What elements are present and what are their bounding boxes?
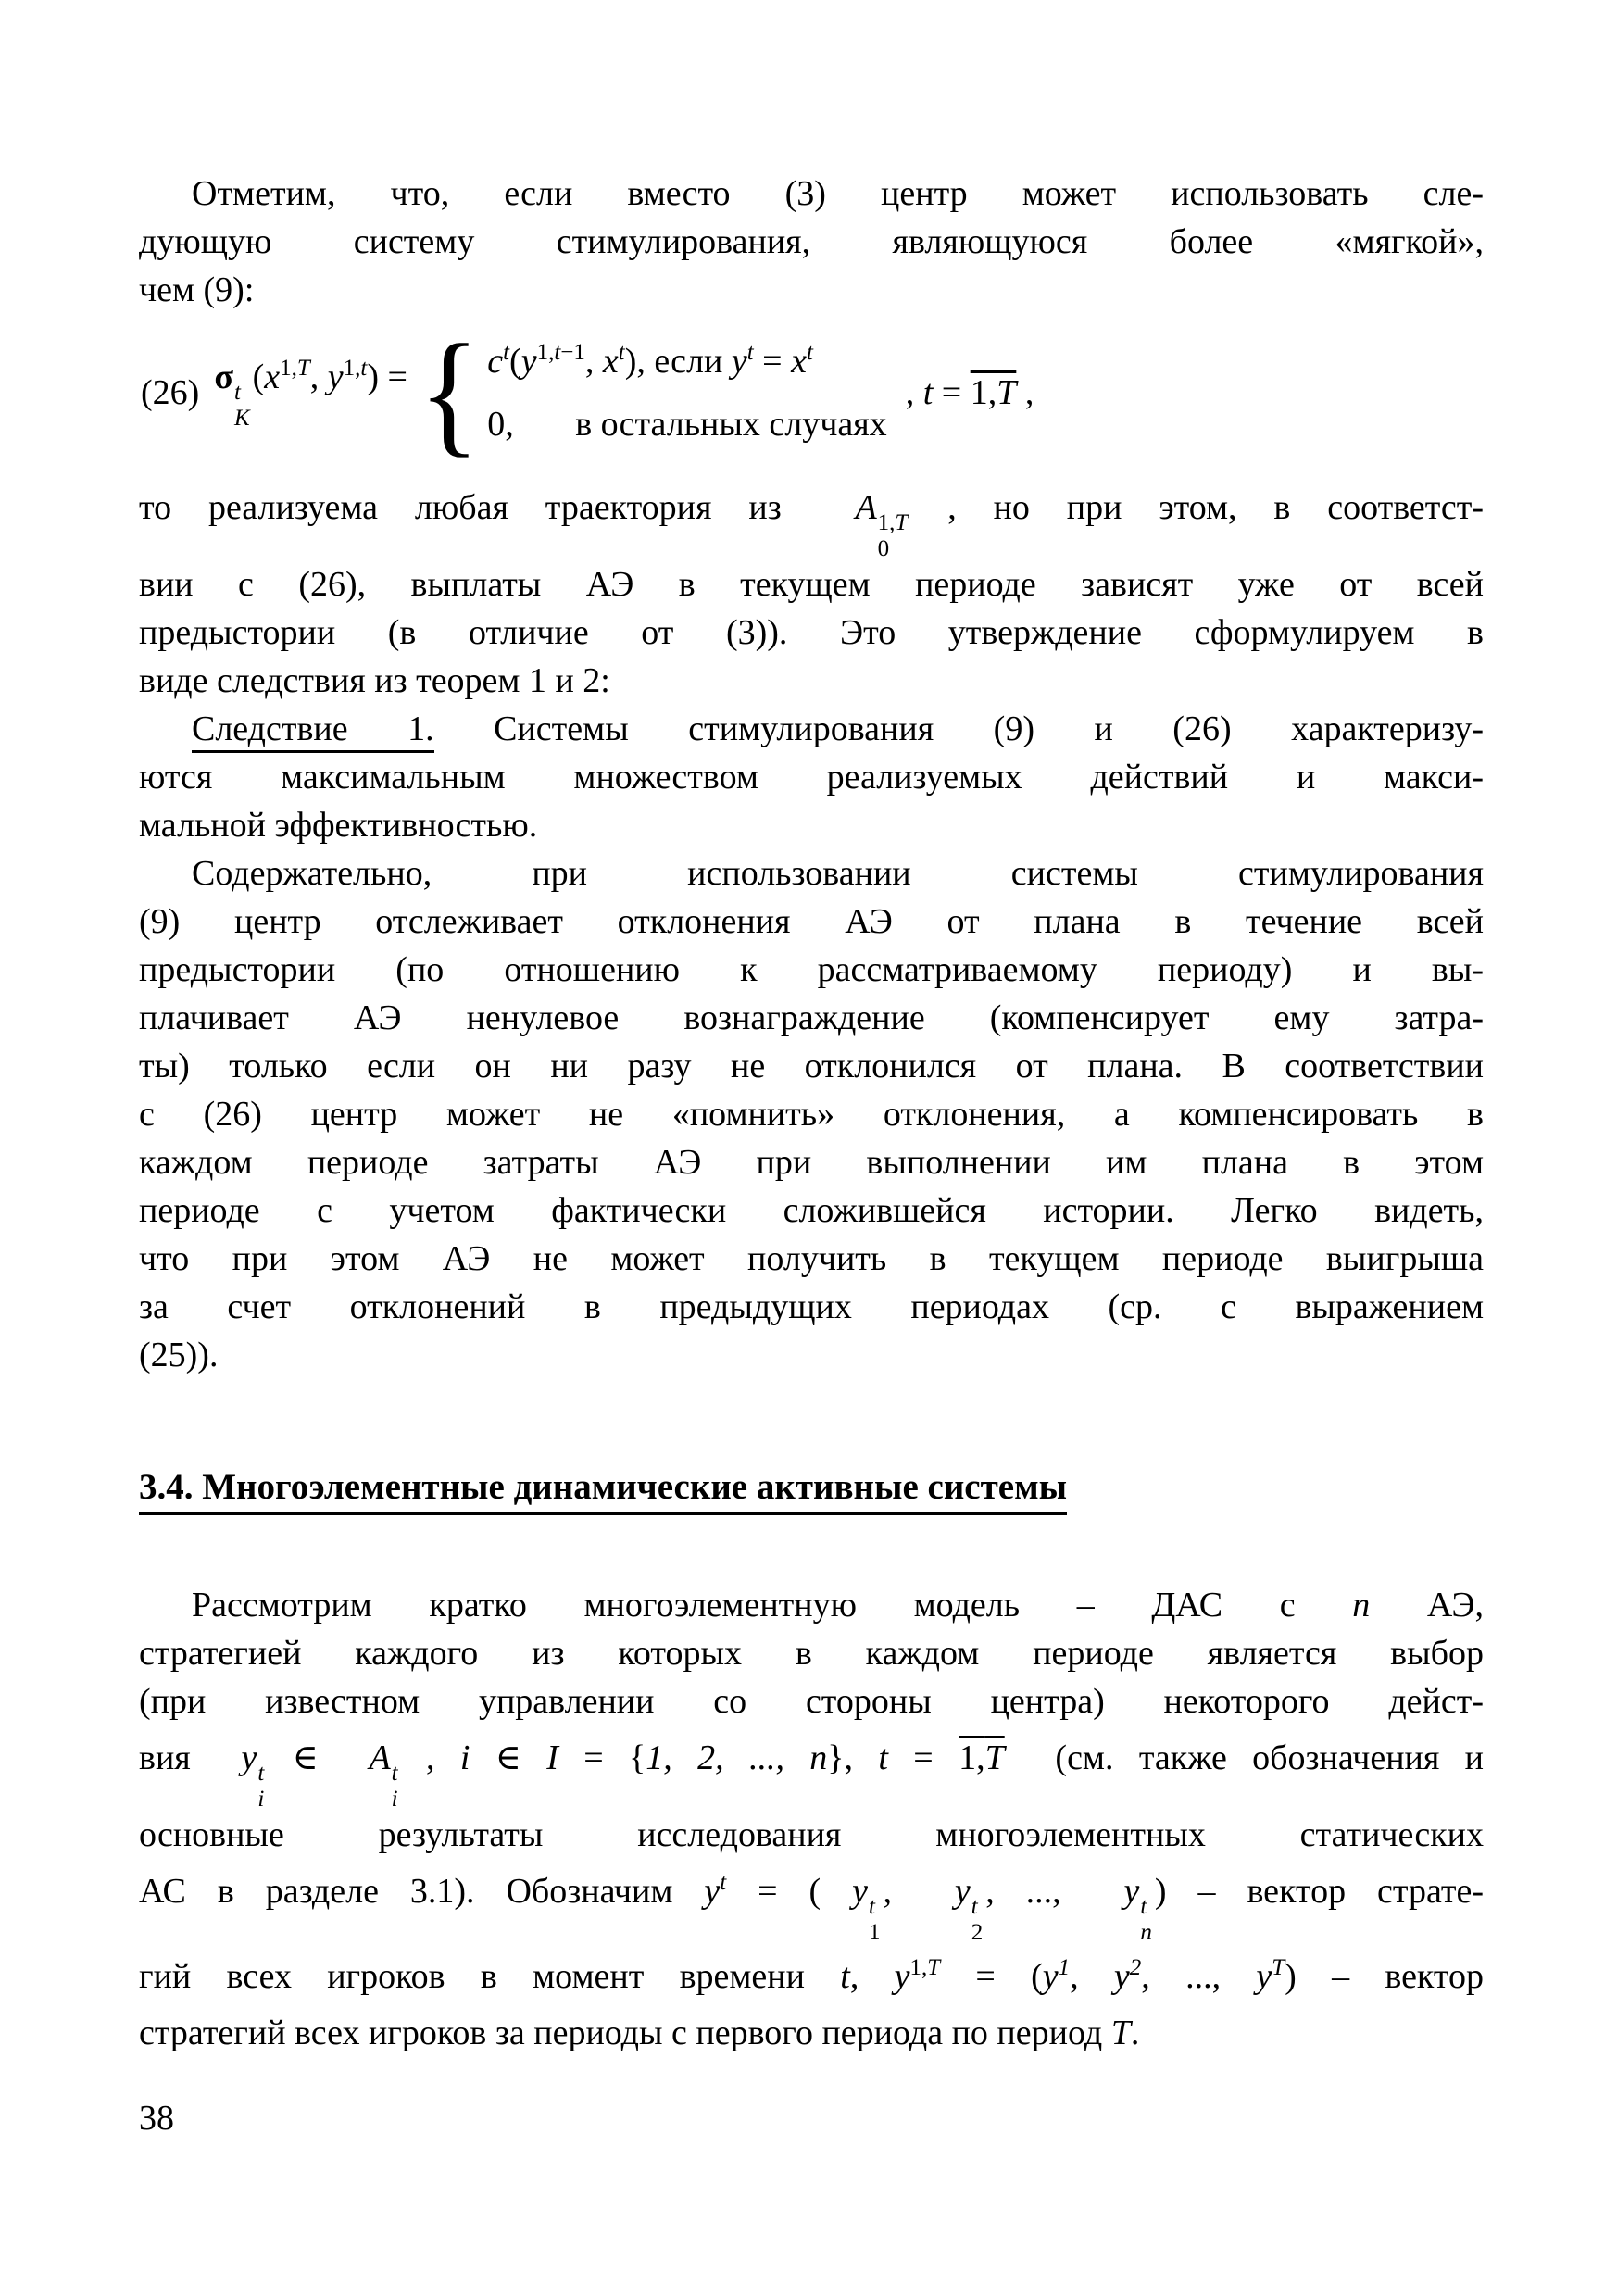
- text-line: чем (9):: [139, 270, 255, 309]
- text-line: (25)).: [139, 1336, 219, 1374]
- left-curly-brace-icon: {: [418, 315, 481, 470]
- paragraph-trajectory: [139, 475, 1484, 705]
- text-line: предыстории (в отличие от (3)). Это утверждение сформулируем в: [139, 613, 1484, 652]
- text-line: мальной эффективностью.: [139, 806, 538, 845]
- section-heading-wrap: [139, 1464, 1484, 1511]
- equation-26: [141, 315, 1484, 470]
- text-line: Содержательно, при использовании системы стимулирования: [192, 854, 1484, 893]
- section-heading: 3.4. Многоэлементные динамические активные системы: [139, 1467, 1067, 1515]
- text-line: за счет отклонений в предыдущих периодах (ср. с выражением: [139, 1287, 1484, 1326]
- equation-case-1: $c^t(y^{1,t-1}$, $x^t$), если $y^t = x^t$: [487, 340, 813, 381]
- text-line: предыстории (по отношению к рассматриваемому периоду) и вы-: [139, 950, 1484, 989]
- text-line: стратегий всех игроков за периоды с первого периода по период T.: [139, 2014, 1140, 2052]
- equation-case-2: 0, в остальных случаях: [487, 405, 887, 444]
- text-line: с (26) центр может не «помнить» отклонения, а компенсировать в: [139, 1095, 1484, 1134]
- page-number: 38: [139, 2099, 174, 2138]
- text-line: дующую систему стимулирования, являющуюся более «мягкой»,: [139, 222, 1484, 261]
- text-line: виде следствия из теорем 1 и 2:: [139, 661, 610, 700]
- equation-cases: [487, 336, 886, 449]
- text-line: плачивает АЭ ненулевое вознаграждение (компенсирует ему затра-: [139, 998, 1484, 1037]
- text-line: ты) только если он ни разу не отклонился от плана. В соответствии: [139, 1047, 1484, 1085]
- equation-number: (26): [141, 373, 200, 412]
- paragraph-corollary-1: [139, 705, 1484, 849]
- text-line: (9) центр отслеживает отклонения АЭ от плана в течение всей: [139, 902, 1484, 941]
- text-line: вии с (26), выплаты АЭ в текущем периоде зависят уже от всей: [139, 565, 1484, 604]
- text-line: периоде с учетом фактически сложившейся истории. Легко видеть,: [139, 1191, 1484, 1230]
- equation-condition: , t = 1,T ,: [905, 373, 1034, 412]
- page-content: [139, 169, 1484, 2142]
- text-line: (при известном управлении со стороны центра) некоторого дейст-: [139, 1682, 1484, 1721]
- text-line: ются максимальным множеством реализуемых действий и макси-: [139, 758, 1484, 797]
- text-line: вия y t i ∈ A t i , i ∈ I = {1, 2, ..., n}, t = 1,T (см. также обозначения и: [139, 1738, 1485, 1812]
- text-line: Следствие 1. Системы стимулирования (9) и (26) характеризу-: [139, 705, 1484, 753]
- paragraph-intro: [139, 169, 1484, 314]
- text-line: АС в разделе 3.1). Обозначим $y^t$ = ( y t 1 , y t 2 , ..., y t n ) – вектор страте-: [139, 1870, 1484, 1945]
- text-line: то реализуема любая траектория из A 1,T 0 , но при этом, в соответст-: [139, 488, 1484, 561]
- text-line: каждом периоде затраты АЭ при выполнении им плана в этом: [139, 1143, 1484, 1182]
- equation-lhs: σ t К ($x^{1,T}$, $y^{1,t}$) =: [214, 355, 407, 431]
- text-line: стратегией каждого из которых в каждом периоде является выбор: [139, 1634, 1484, 1673]
- paragraph-multielement-model: [139, 1581, 1484, 2057]
- text-line: Отметим, что, если вместо (3) центр может использовать сле-: [192, 174, 1484, 213]
- text-line: основные результаты исследования многоэлементных статических: [139, 1815, 1484, 1854]
- text-line: что при этом АЭ не может получить в текущем периоде выигрыша: [139, 1239, 1484, 1278]
- text-line: Рассмотрим кратко многоэлементную модель – ДАС с n АЭ,: [192, 1586, 1484, 1625]
- paragraph-discussion: [139, 849, 1484, 1379]
- text-line: гий всех игроков в момент времени t, $y^{1,T} = (y^1$, $y^2$, ..., $y^T$) – вектор: [139, 1955, 1485, 1996]
